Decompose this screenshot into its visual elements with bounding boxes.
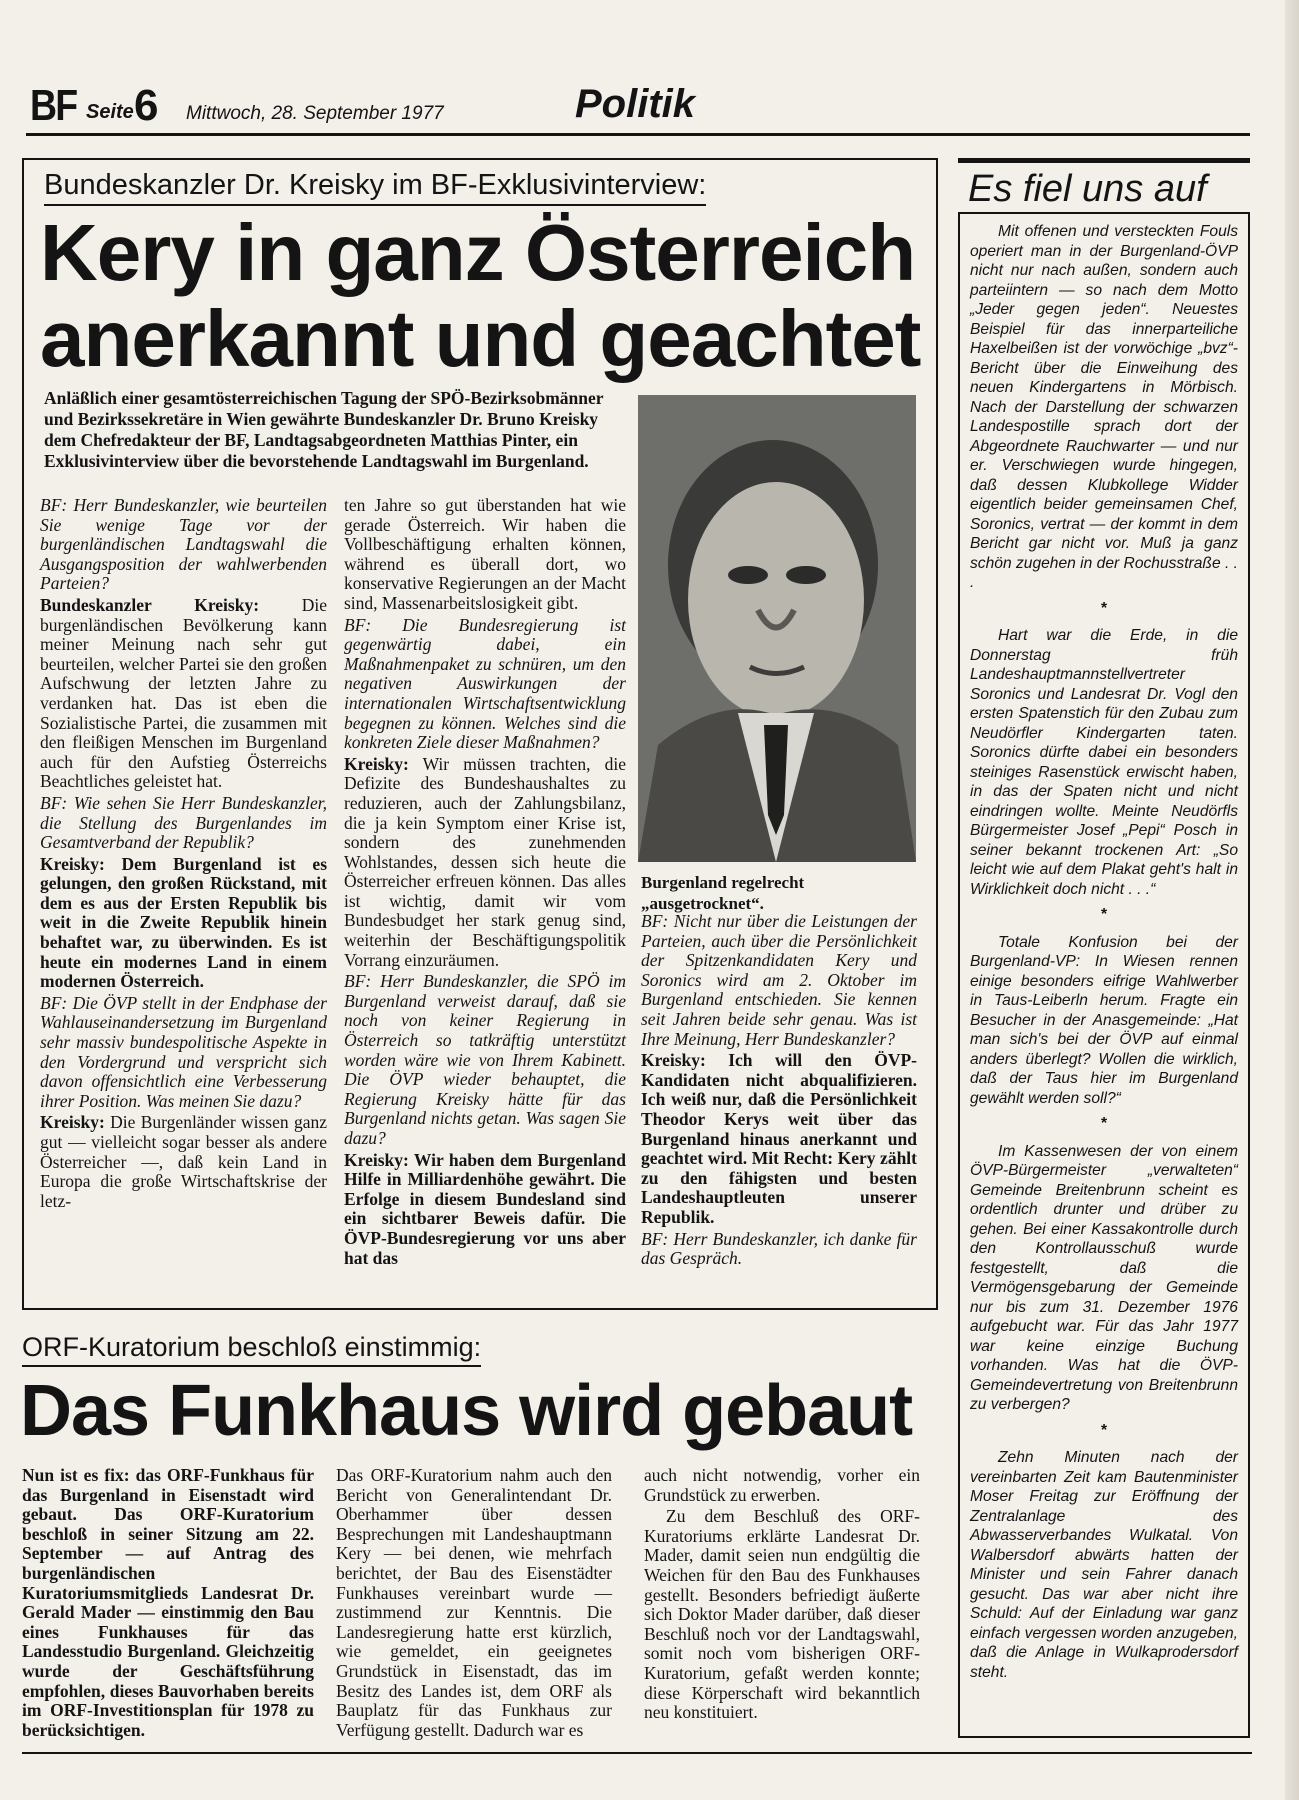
bottom-rule xyxy=(22,1752,1252,1754)
headline-line-1: Kery in ganz Österreich xyxy=(40,208,916,297)
interview-closing: BF: Herr Bundeskanzler, ich danke für das Gespräch. xyxy=(641,1228,917,1269)
interview-answer xyxy=(40,1113,327,1211)
second-article-column-1: Nun ist es fix: das ORF-Funkhaus für das Burgenland in Eisenstadt wird gebaut. Das ORF-Kuratorium beschloß in seiner Sitzung am 22. September — auf Antrag des burgenländischen Kuratoriumsmitglieds Landesrat Dr. Gerald Mader — einstimmig den Bau eines Funkhauses für das Landesstudio Burgenland. Gleichzeitig wurde der Geschäftsführung empfohlen, dieses Bauvorhaben bereits im ORF-Investitionsplan für 1978 zu berücksichtigen. xyxy=(22,1465,314,1740)
page-label: Seite xyxy=(86,101,134,123)
main-article-headline xyxy=(40,210,940,382)
newspaper-logo: BF xyxy=(30,81,77,130)
interview-column-1 xyxy=(40,496,327,1213)
second-article-headline: Das Funkhaus wird gebaut xyxy=(20,1371,913,1451)
sidebar-column xyxy=(970,222,1238,1682)
answer-text: Die Burgenländer wissen ganz gut — vielleicht sogar besser als andere Österreicher —, daß kein Land in Europa die große Wirtschaftskrise der letz- xyxy=(40,1112,327,1211)
separator-star: * xyxy=(1100,599,1108,617)
interview-answer xyxy=(344,755,626,971)
sidebar-item: Mit offenen und versteckten Fouls operiert man in der Burgenland-ÖVP nicht nur nach außen, sondern auch parteiintern — so nach dem Motto „Jeder gegen jeden“. Neuestes Beispiel für das innerparteiliche Haxelbeißen ist der vorwöchige „bvz“-Bericht über die Einweihung des neuen Kindergartens in Mörbisch. Nach der Darstellung der schwarzen Landespostille sprach dort der Abgeordnete Rauchwarter — und nur er. Verschwiegen wurde hingegen, daß dessen Klubkollege Widder eigentlich beider gemeinsamen Chef, Soronics, vertrat — der kommt in dem Bericht gar nicht vor. Muß ja ganz schön zugehen in der Rochusstraße . . . xyxy=(970,223,1238,591)
interview-question: BF: Die Bundesregierung ist gegenwärtig dabei, ein Maßnahmenpaket zu schnüren, um den negativen Auswirkungen der internationalen Wirtschaftsentwicklung begegnen zu können. Welches sind die konkreten Ziele dieser Maßnahmen? xyxy=(344,614,626,753)
interview-question: BF: Nicht nur über die Leistungen der Parteien, auch über die Persönlichkeit der Spitzenkandidaten Kery und Soronics wird am 2. Oktober im Burgenland entschieden. Sie kennen seit Jahren beide sehr genau. Was ist Ihre Meinung, Herr Bundeskanzler? xyxy=(641,911,917,1049)
sidebar-item: Zehn Minuten nach der vereinbarten Zeit kam Bautenminister Moser Freitag zur Eröffnung der Zentralanlage des Abwasserverbandes Wulkatal. Von Walbersdorf abwärts hatten der Minister und sein Fahrer danach gesucht. Das war aber nicht ihre Schuld: Auf der Einladung war ganz einfach vergessen worden anzugeben, daß die Anlage in Wulkaprodersdorf steht. xyxy=(970,1449,1238,1681)
portrait-image xyxy=(638,395,916,862)
sidebar-item: Im Kassenwesen der von einem ÖVP-Bürgermeister „verwalteten“ Gemeinde Breitenbrunn scheint es ordentlich drunter und drüber zu gehen. Bei einer Kassakontrolle durch den Kontrollausschuß wurde festgestellt, daß die Vermögensgebarung der Gemeinde nur bis zum 31. Dezember 1976 aufgebucht war. Für das Jahr 1977 war keine einzige Buchung vorhanden. Was hat die ÖVP-Gemeindevertretung von Breitenbrunn zu verbergen? xyxy=(970,1142,1238,1413)
second-article-kicker: ORF-Kuratorium beschloß einstimmig: xyxy=(22,1331,481,1367)
answer-text: Die burgenländischen Bevölkerung kann meiner Meinung nach sehr gut beurteilen, welcher Partei sie den großen Aufschwung der letzten Jahre zu verdanken hat. Das ist eben die Sozialistische Partei, die zusammen mit den fleißigen Menschen im Burgenland auch für den Aufstieg Österreichs Beachtliches geleistet hat. xyxy=(40,594,328,792)
interview-answer: Kreisky: Wir haben dem Burgenland Hilfe in Milliardenhöhe gewährt. Die Erfolge in diesem Bundesland sind ein sichtbarer Beweis dafür. Die ÖVP-Bundesregierung vor uns aber hat das xyxy=(344,1149,626,1268)
interview-question: BF: Herr Bundeskanzler, die SPÖ im Burgenland verweist darauf, daß sie noch von keiner Regierung in Österreich so tatkräftig unterstützt worden wäre wie von Ihrem Kabinett. Die ÖVP wieder behauptet, die Regierung Kreisky hätte für das Burgenland nichts getan. Was sagen Sie dazu? xyxy=(344,971,626,1148)
main-article-kicker: Bundeskanzler Dr. Kreisky im BF-Exklusivinterview: xyxy=(44,168,706,206)
header-rule xyxy=(26,133,1250,136)
photo-caption: Burgenland regelrecht „ausgetrocknet“. xyxy=(641,873,805,913)
interview-column-3 xyxy=(641,912,917,1271)
sidebar-top-rule xyxy=(958,158,1250,163)
headline-line-2: anerkannt und geachtet xyxy=(40,294,921,383)
interview-column-2 xyxy=(344,496,626,1270)
answer-speaker: Kreisky: xyxy=(344,753,409,774)
second-article-column-2: Das ORF-Kuratorium nahm auch den Bericht von Generalintendant Dr. Oberhammer über dessen Besprechungen mit Landeshauptmann Kery — bei denen, wie mehrfach berichtet, der Bau des Eisenstädter Funkhauses vereinbart wurde — zustimmend zur Kenntnis. Die Landesregierung hatte erst kürzlich, wie gemeldet, ein geeignetes Grundstück in Eisenstadt, das im Besitz des Landes ist, dem ORF als Bauplatz für das Funkhaus zur Verfügung gestellt. Dadurch war es xyxy=(336,1465,612,1740)
interview-question: BF: Herr Bundeskanzler, wie beurteilen Sie wenige Tage vor der burgenländischen Landtagswahl die Ausgangsposition der wahlwerbenden Parteien? xyxy=(40,495,327,594)
section-title: Politik xyxy=(575,82,696,126)
separator-star: * xyxy=(1100,1421,1108,1439)
issue-date: Mittwoch, 28. September 1977 xyxy=(186,103,444,124)
separator-star: * xyxy=(1100,906,1108,923)
answer-text: Wir müssen trachten, die Defizite des Bundeshaushaltes zu reduzieren, auch der Zahlungsbilanz, die ja kein Symptom einer Krise ist, sondern des zunehmenden Wohlstandes, dessen sich heute die Österreicher erfreuen können. Das alles ist wichtig, damit wir vom Bundesbudget her stark genug sind, weiterhin der Beschäftigungspolitik Vorrang einzuräumen. xyxy=(344,753,626,970)
interview-question: BF: Wie sehen Sie Herr Bundeskanzler, die Stellung des Burgenlandes im Gesamtverband der Republik? xyxy=(40,792,327,853)
sidebar-item: Hart war die Erde, in die Donnerstag früh Landeshauptmannstellvertreter Soronics und Landesrat Dr. Vogl den ersten Spatenstich für den Zubau zum Neudörfler Kindergarten taten. Soronics dürfte dabei ein besonders steiniges Rasenstück erwischt haben, in das der Spaten nicht und nicht eindringen wollte. Meinte Neudörfls Bürgermeister Josef „Pepi“ Posch in seiner bekannt trockenen Art: „So leicht wie auf dem Plakat geht's halt in Wirklichkeit doch nicht . . .“ xyxy=(970,627,1238,898)
article-paragraph: Zu dem Beschluß des ORF-Kuratoriums erklärte Landesrat Dr. Mader, damit seien nun endgültig die Weichen für den Bau des Funkhauses gestellt. Besonders befriedigt äußerte sich Doktor Mader darüber, daß dieser Beschluß noch vor der Landtagswahl, somit noch vom bisherigen ORF-Kuratorium, gefaßt werden konnte; diese Körperschaft wird bekanntlich neu konstituiert. xyxy=(644,1506,920,1723)
interview-answer-continued: ten Jahre so gut überstanden hat wie gerade Österreich. Wir haben die Vollbeschäftigung erhalten können, während es überall dort, wo konservative Regierungen an der Macht sind, Massenarbeitslosigkeit gibt. xyxy=(344,495,626,613)
main-article-lead: Anläßlich einer gesamtösterreichischen Tagung der SPÖ-Bezirksobmänner und Bezirkssekretäre in Wien gewährte Bundeskanzler Dr. Bruno Kreisky dem Chefredakteur der BF, Landtagsabgeordneten Matthias Pinter, ein Exklusivinterview über die bevorstehende Landtagswahl im Burgenland. xyxy=(44,388,604,471)
answer-speaker: Bundeskanzler Kreisky: xyxy=(40,594,260,615)
sidebar-item: Totale Konfusion bei der Burgenland-VP: In Wiesen rennen einige besonders eifrige Wahlwerber in Taus-Leiberln herum. Fragte ein Besucher in der Anasgemeinde: „Hat man sich's bei der ÖVP auf einmal anders überlegt? Wollen die wirklich, daß der Taus hier im Burgenland gewählt werden soll?“ xyxy=(970,933,1238,1107)
separator-star: * xyxy=(1100,1115,1108,1132)
article-paragraph: auch nicht notwendig, vorher ein Grundstück zu erwerben. xyxy=(644,1465,920,1505)
page-number: 6 xyxy=(134,81,159,130)
interview-question: BF: Die ÖVP stellt in der Endphase der Wahlauseinandersetzung im Burgenland sehr massiv bundespolitische Aspekte in den Vordergrund und verspricht sich davon offensichtlich eine Verbesserung ihrer Position. Was meinen Sie dazu? xyxy=(40,992,327,1111)
second-article-column-3 xyxy=(644,1466,920,1725)
paper-edge xyxy=(1285,0,1299,1800)
interview-answer xyxy=(40,596,327,792)
interview-answer: Kreisky: Ich will den ÖVP-Kandidaten nicht abqualifizieren. Ich weiß nur, daß die Persönlichkeit Theodor Kerys weit über das Burgenland hinaus anerkannt und geachtet wird. Mit Recht: Kery zählt zu den fähigsten und besten Landeshauptleuten unserer Republik. xyxy=(641,1050,917,1227)
sidebar-title: Es fiel uns auf xyxy=(968,168,1207,210)
interview-answer: Kreisky: Dem Burgenland ist es gelungen, den großen Rückstand, mit dem es aus der Ersten Republik bis weit in die Zweite Republik hinein behaftet war, zu überwinden. Es ist heute ein modernes Land in einem modernen Österreich. xyxy=(40,853,327,992)
answer-speaker: Kreisky: xyxy=(40,1112,105,1133)
kreisky-portrait-photo xyxy=(638,395,916,862)
